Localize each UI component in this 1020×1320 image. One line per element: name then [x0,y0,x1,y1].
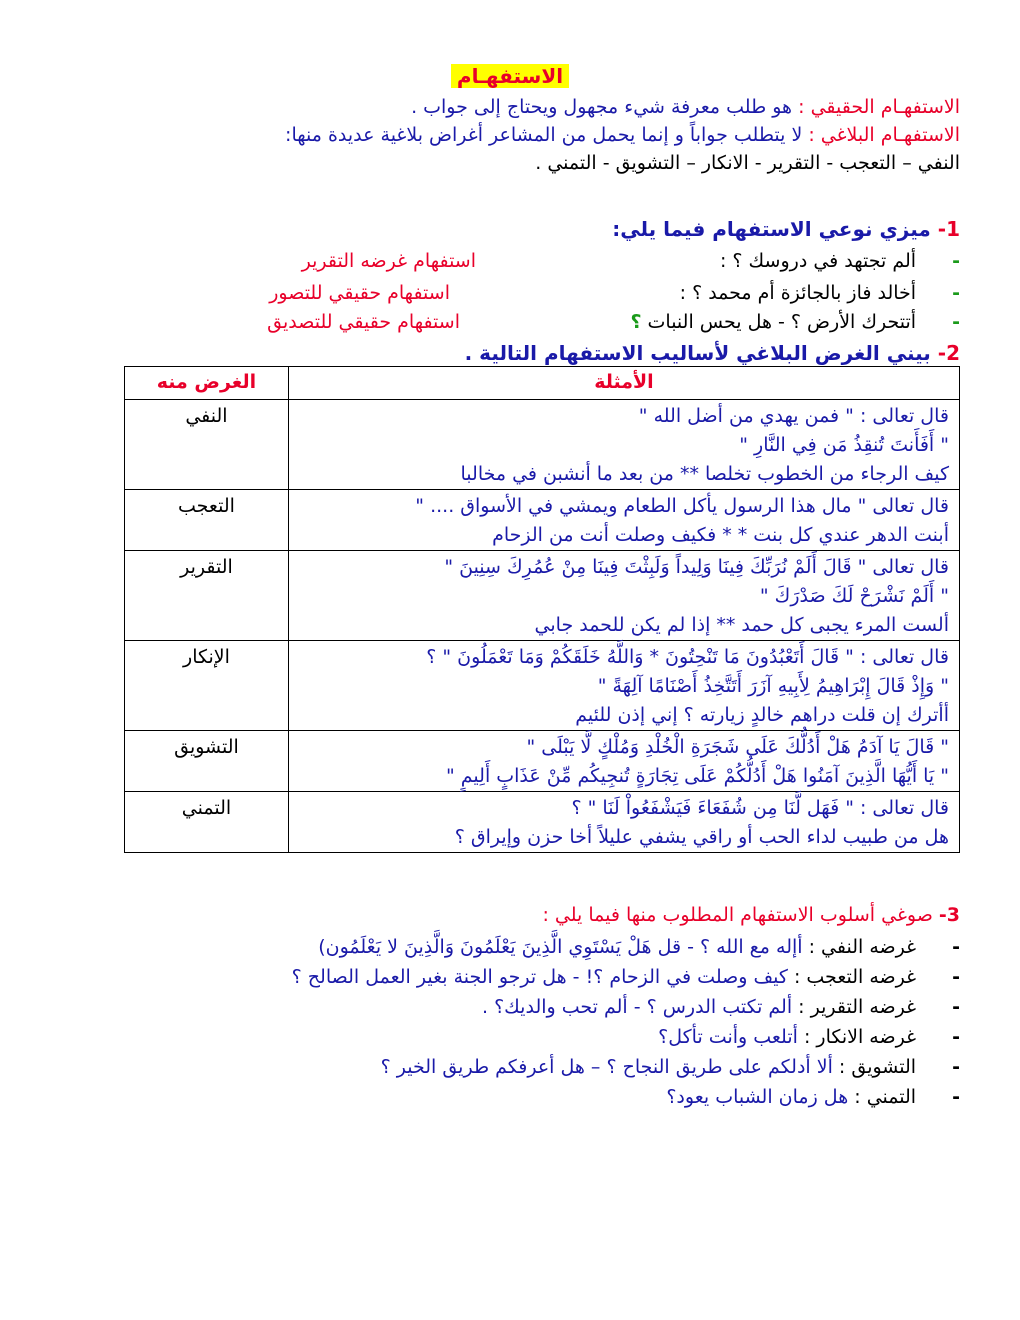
q1-heading: 1- ميزي نوعي الاستفهام فيما يلي: [612,217,960,241]
examples-cell: قال تعالى : " قَالَ أَتَعْبُدُونَ مَا تَنْحِتُونَ * وَاللَّهُ خَلَقَكُمْ وَمَا تَعْمَلُونَ " ؟ " وَإِذْ قَالَ إِبْرَاهِيمُ لِأَبِيهِ آزَرَ أَتَتَّخِذُ أَصْنَامًا آلِهَةً " أأترك إن قلت دراهم خالدٍ زيارته ؟ إني إذن للئيم [288,641,959,731]
examples-table [124,366,960,853]
examples-column-header: الأمثلة [288,367,959,400]
purposes-list: النفي – التعجب - التقرير - الانكار – التشويق - التمني . [535,152,960,174]
table-row [125,551,960,641]
purpose-column-header: الغرض منه [125,367,289,400]
q1-item: - ألم تجتهد في دروسك ؟ : استفهام غرضه التقرير [301,250,960,272]
examples-cell: قال تعالى " قَالَ أَلَمْ نُرَبِّكَ فِينَا وَلِيداً وَلَبِثْتَ فِينَا مِنْ عُمُرِكَ سِنِينَ " " أَلَمْ نَشْرَحْ لَكَ صَدْرَكَ " ألست المرء يجبى كل حمد ** إذا لم يكن للحمد جابي [288,551,959,641]
q3-item: - التمني : هل زمان الشباب يعود؟ [666,1086,960,1108]
table-row [125,731,960,792]
q3-item: - التشويق : ألا أدلكم على طريق النجاح ؟ – هل أعرفكم طريق الخير ؟ [380,1056,960,1078]
page-title: الاستفهـام [0,64,1020,90]
table-header-row [125,367,960,400]
examples-cell: قال تعالى " مال هذا الرسول يأكل الطعام ويمشي في الأسواق .... " أبنت الدهر عندي كل بنت * * فكيف وصلت أنت من الزحام [288,490,959,551]
q3-item: - غرضه التقرير : ألم تكتب الدرس ؟ - ألم تحب والديك؟ . [482,996,960,1018]
q3-heading: 3- صوغي أسلوب الاستفهام المطلوب منها فيما يلي : [542,904,960,926]
examples-cell: قال تعالى : " فَهَل لَّنَا مِن شُفَعَاءَ فَيَشْفَعُواْ لَنَا " ؟ هل من طبيب لداء الحب أو راقي يشفي عليلاً أخا حزن وإيراق ؟ [288,792,959,853]
q3-item: - غرضه التعجب : كيف وصلت في الزحام ؟! - هل ترجو الجنة بغير العمل الصالح ؟ [291,966,960,988]
q1-item: - أتتحرك الأرض ؟ - هل يحس النبات ؟ استفهام حقيقي للتصديق [267,311,960,333]
table-row [125,490,960,551]
rhetorical-question-definition: الاستفهـام البلاغي : لا يتطلب جواباً و إنما يحمل من المشاعر أغراض بلاغية عديدة منها: [285,124,960,146]
purpose-cell: التقرير [125,551,289,641]
examples-cell: قال تعالى : " فمن يهدي من أضل الله " " أَفَأَنتَ تُنقِذُ مَن فِي النَّارِ " كيف الرجاء من الخطوب تخلصا ** من بعد ما أنشبن في مخالبا [288,400,959,490]
purpose-cell: النفي [125,400,289,490]
purpose-cell: التمني [125,792,289,853]
q1-item: - أخالد فاز بالجائزة أم محمد ؟ : استفهام حقيقي للتصور [269,282,960,304]
real-question-definition: الاستفهـام الحقيقي : هو طلب معرفة شيء مجهول ويحتاج إلى جواب . [411,96,960,118]
q2-heading: 2- بيني الغرض البلاغي لأساليب الاستفهام التالية . [464,341,960,365]
q3-item: - غرضه الانكار : أتلعب وأنت تأكل؟ [658,1026,960,1048]
table-row [125,792,960,853]
table-row [125,641,960,731]
purpose-cell: التعجب [125,490,289,551]
purpose-cell: التشويق [125,731,289,792]
table-row [125,400,960,490]
q3-item: - غرضه النفي : أإله مع الله ؟ - قل هَلْ يَسْتَوِي الَّذِينَ يَعْلَمُونَ وَالَّذِينَ لا يَعْلَمُون) [318,936,960,958]
examples-cell: " قَالَ يَا آدَمُ هَلْ أَدُلُّكَ عَلَى شَجَرَةِ الْخُلْدِ وَمُلْكٍ لَّا يَبْلَى " " يَا أَيُّهَا الَّذِينَ آمَنُوا هَلْ أَدُلُّكُمْ عَلَى تِجَارَةٍ تُنجِيكُم مِّنْ عَذَابٍ أَلِيمٍ " [288,731,959,792]
purpose-cell: الإنكار [125,641,289,731]
